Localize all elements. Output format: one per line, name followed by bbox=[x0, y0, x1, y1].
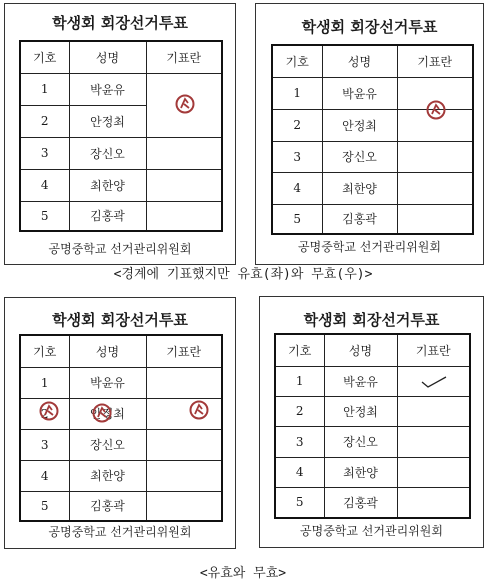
ballot-title: 학생회 회장선거투표 bbox=[303, 311, 440, 329]
candidate-number: 5 bbox=[20, 201, 69, 231]
candidate-name: 최한양 bbox=[69, 169, 146, 201]
candidate-name: 박윤유 bbox=[69, 73, 146, 105]
header-mark: 기표란 bbox=[397, 334, 470, 366]
candidate-number: 3 bbox=[20, 429, 69, 460]
candidate-name: 장신오 bbox=[324, 426, 397, 457]
header-name: 성명 bbox=[69, 335, 146, 367]
candidate-name: 박윤유 bbox=[322, 77, 397, 109]
mark-box[interactable] bbox=[146, 201, 222, 231]
checkmark-icon bbox=[420, 375, 448, 389]
header-name: 성명 bbox=[69, 41, 146, 73]
candidate-name: 박윤유 bbox=[324, 366, 397, 396]
mark-box[interactable] bbox=[397, 77, 473, 109]
ballot-footer: 공명중학교 선거관리위원회 bbox=[300, 524, 443, 538]
vote-table bbox=[19, 334, 223, 522]
candidate-number: 4 bbox=[275, 457, 324, 487]
mark-box[interactable] bbox=[397, 457, 470, 487]
candidate-number: 5 bbox=[20, 491, 69, 521]
candidate-number: 2 bbox=[20, 105, 69, 137]
ballot-stamp-icon bbox=[92, 403, 112, 423]
candidate-name: 김홍곽 bbox=[324, 487, 397, 518]
header-mark: 기표란 bbox=[146, 41, 222, 73]
mark-box[interactable] bbox=[146, 429, 222, 460]
caption-bottom: <유효와 무효> bbox=[199, 566, 287, 581]
candidate-number: 1 bbox=[20, 367, 69, 398]
candidate-number: 3 bbox=[20, 137, 69, 169]
candidate-number: 1 bbox=[272, 77, 322, 109]
header-number: 기호 bbox=[20, 41, 69, 73]
mark-box[interactable] bbox=[397, 172, 473, 204]
caption-top: <경계에 기표했지만 유효(좌)와 무효(우)> bbox=[113, 267, 373, 282]
candidate-name: 안정최 bbox=[322, 109, 397, 141]
candidate-name: 장신오 bbox=[69, 429, 146, 460]
candidate-number: 2 bbox=[272, 109, 322, 141]
header-number: 기호 bbox=[272, 45, 322, 77]
candidate-name: 김홍곽 bbox=[322, 204, 397, 234]
candidate-name: 장신오 bbox=[69, 137, 146, 169]
mark-box[interactable] bbox=[146, 73, 222, 137]
candidate-name: 안정최 bbox=[69, 105, 146, 137]
vote-table bbox=[19, 40, 223, 232]
ballot-top-left bbox=[4, 3, 236, 265]
mark-box[interactable] bbox=[397, 141, 473, 172]
mark-box[interactable] bbox=[146, 398, 222, 429]
candidate-name: 안정최 bbox=[69, 398, 146, 429]
candidate-number: 3 bbox=[272, 141, 322, 172]
header-number: 기호 bbox=[275, 334, 324, 366]
ballot-stamp-icon bbox=[189, 400, 209, 420]
mark-box[interactable] bbox=[146, 169, 222, 201]
ballot-footer: 공명중학교 선거관리위원회 bbox=[48, 525, 192, 539]
ballot-bottom-right bbox=[259, 296, 484, 548]
candidate-number: 1 bbox=[275, 366, 324, 396]
mark-box[interactable] bbox=[397, 487, 470, 518]
mark-box[interactable] bbox=[397, 109, 473, 141]
candidate-number: 3 bbox=[275, 426, 324, 457]
header-mark: 기표란 bbox=[397, 45, 473, 77]
mark-box[interactable] bbox=[146, 460, 222, 491]
ballot-title: 학생회 회장선거투표 bbox=[301, 18, 438, 36]
ballot-stamp-icon bbox=[39, 401, 59, 421]
ballot-title: 학생회 회장선거투표 bbox=[52, 311, 188, 329]
vote-table bbox=[274, 333, 471, 519]
candidate-name: 최한양 bbox=[322, 172, 397, 204]
candidate-name: 최한양 bbox=[324, 457, 397, 487]
candidate-name: 김홍곽 bbox=[69, 201, 146, 231]
mark-box[interactable] bbox=[146, 491, 222, 521]
ballot-title: 학생회 회장선거투표 bbox=[52, 14, 188, 32]
candidate-number: 5 bbox=[275, 487, 324, 518]
candidate-number: 2 bbox=[20, 398, 69, 429]
mark-box[interactable] bbox=[397, 426, 470, 457]
candidate-name: 안정최 bbox=[324, 396, 397, 426]
candidate-name: 장신오 bbox=[322, 141, 397, 172]
ballot-bottom-left bbox=[4, 297, 236, 549]
candidate-name: 김홍곽 bbox=[69, 491, 146, 521]
candidate-number: 4 bbox=[20, 460, 69, 491]
header-number: 기호 bbox=[20, 335, 69, 367]
ballot-stamp-icon bbox=[175, 94, 195, 114]
candidate-number: 2 bbox=[275, 396, 324, 426]
mark-box[interactable] bbox=[397, 366, 470, 396]
candidate-name: 최한양 bbox=[69, 460, 146, 491]
candidate-number: 4 bbox=[272, 172, 322, 204]
mark-box[interactable] bbox=[397, 396, 470, 426]
vote-table bbox=[271, 44, 474, 235]
candidate-number: 1 bbox=[20, 73, 69, 105]
candidate-name: 박윤유 bbox=[69, 367, 146, 398]
mark-box[interactable] bbox=[397, 204, 473, 234]
mark-box[interactable] bbox=[146, 367, 222, 398]
candidate-number: 4 bbox=[20, 169, 69, 201]
ballot-footer: 공명중학교 선거관리위원회 bbox=[48, 242, 192, 256]
mark-box[interactable] bbox=[146, 137, 222, 169]
header-mark: 기표란 bbox=[146, 335, 222, 367]
header-name: 성명 bbox=[324, 334, 397, 366]
ballot-footer: 공명중학교 선거관리위원회 bbox=[298, 240, 441, 254]
header-name: 성명 bbox=[322, 45, 397, 77]
candidate-number: 5 bbox=[272, 204, 322, 234]
ballot-top-right bbox=[255, 3, 484, 265]
